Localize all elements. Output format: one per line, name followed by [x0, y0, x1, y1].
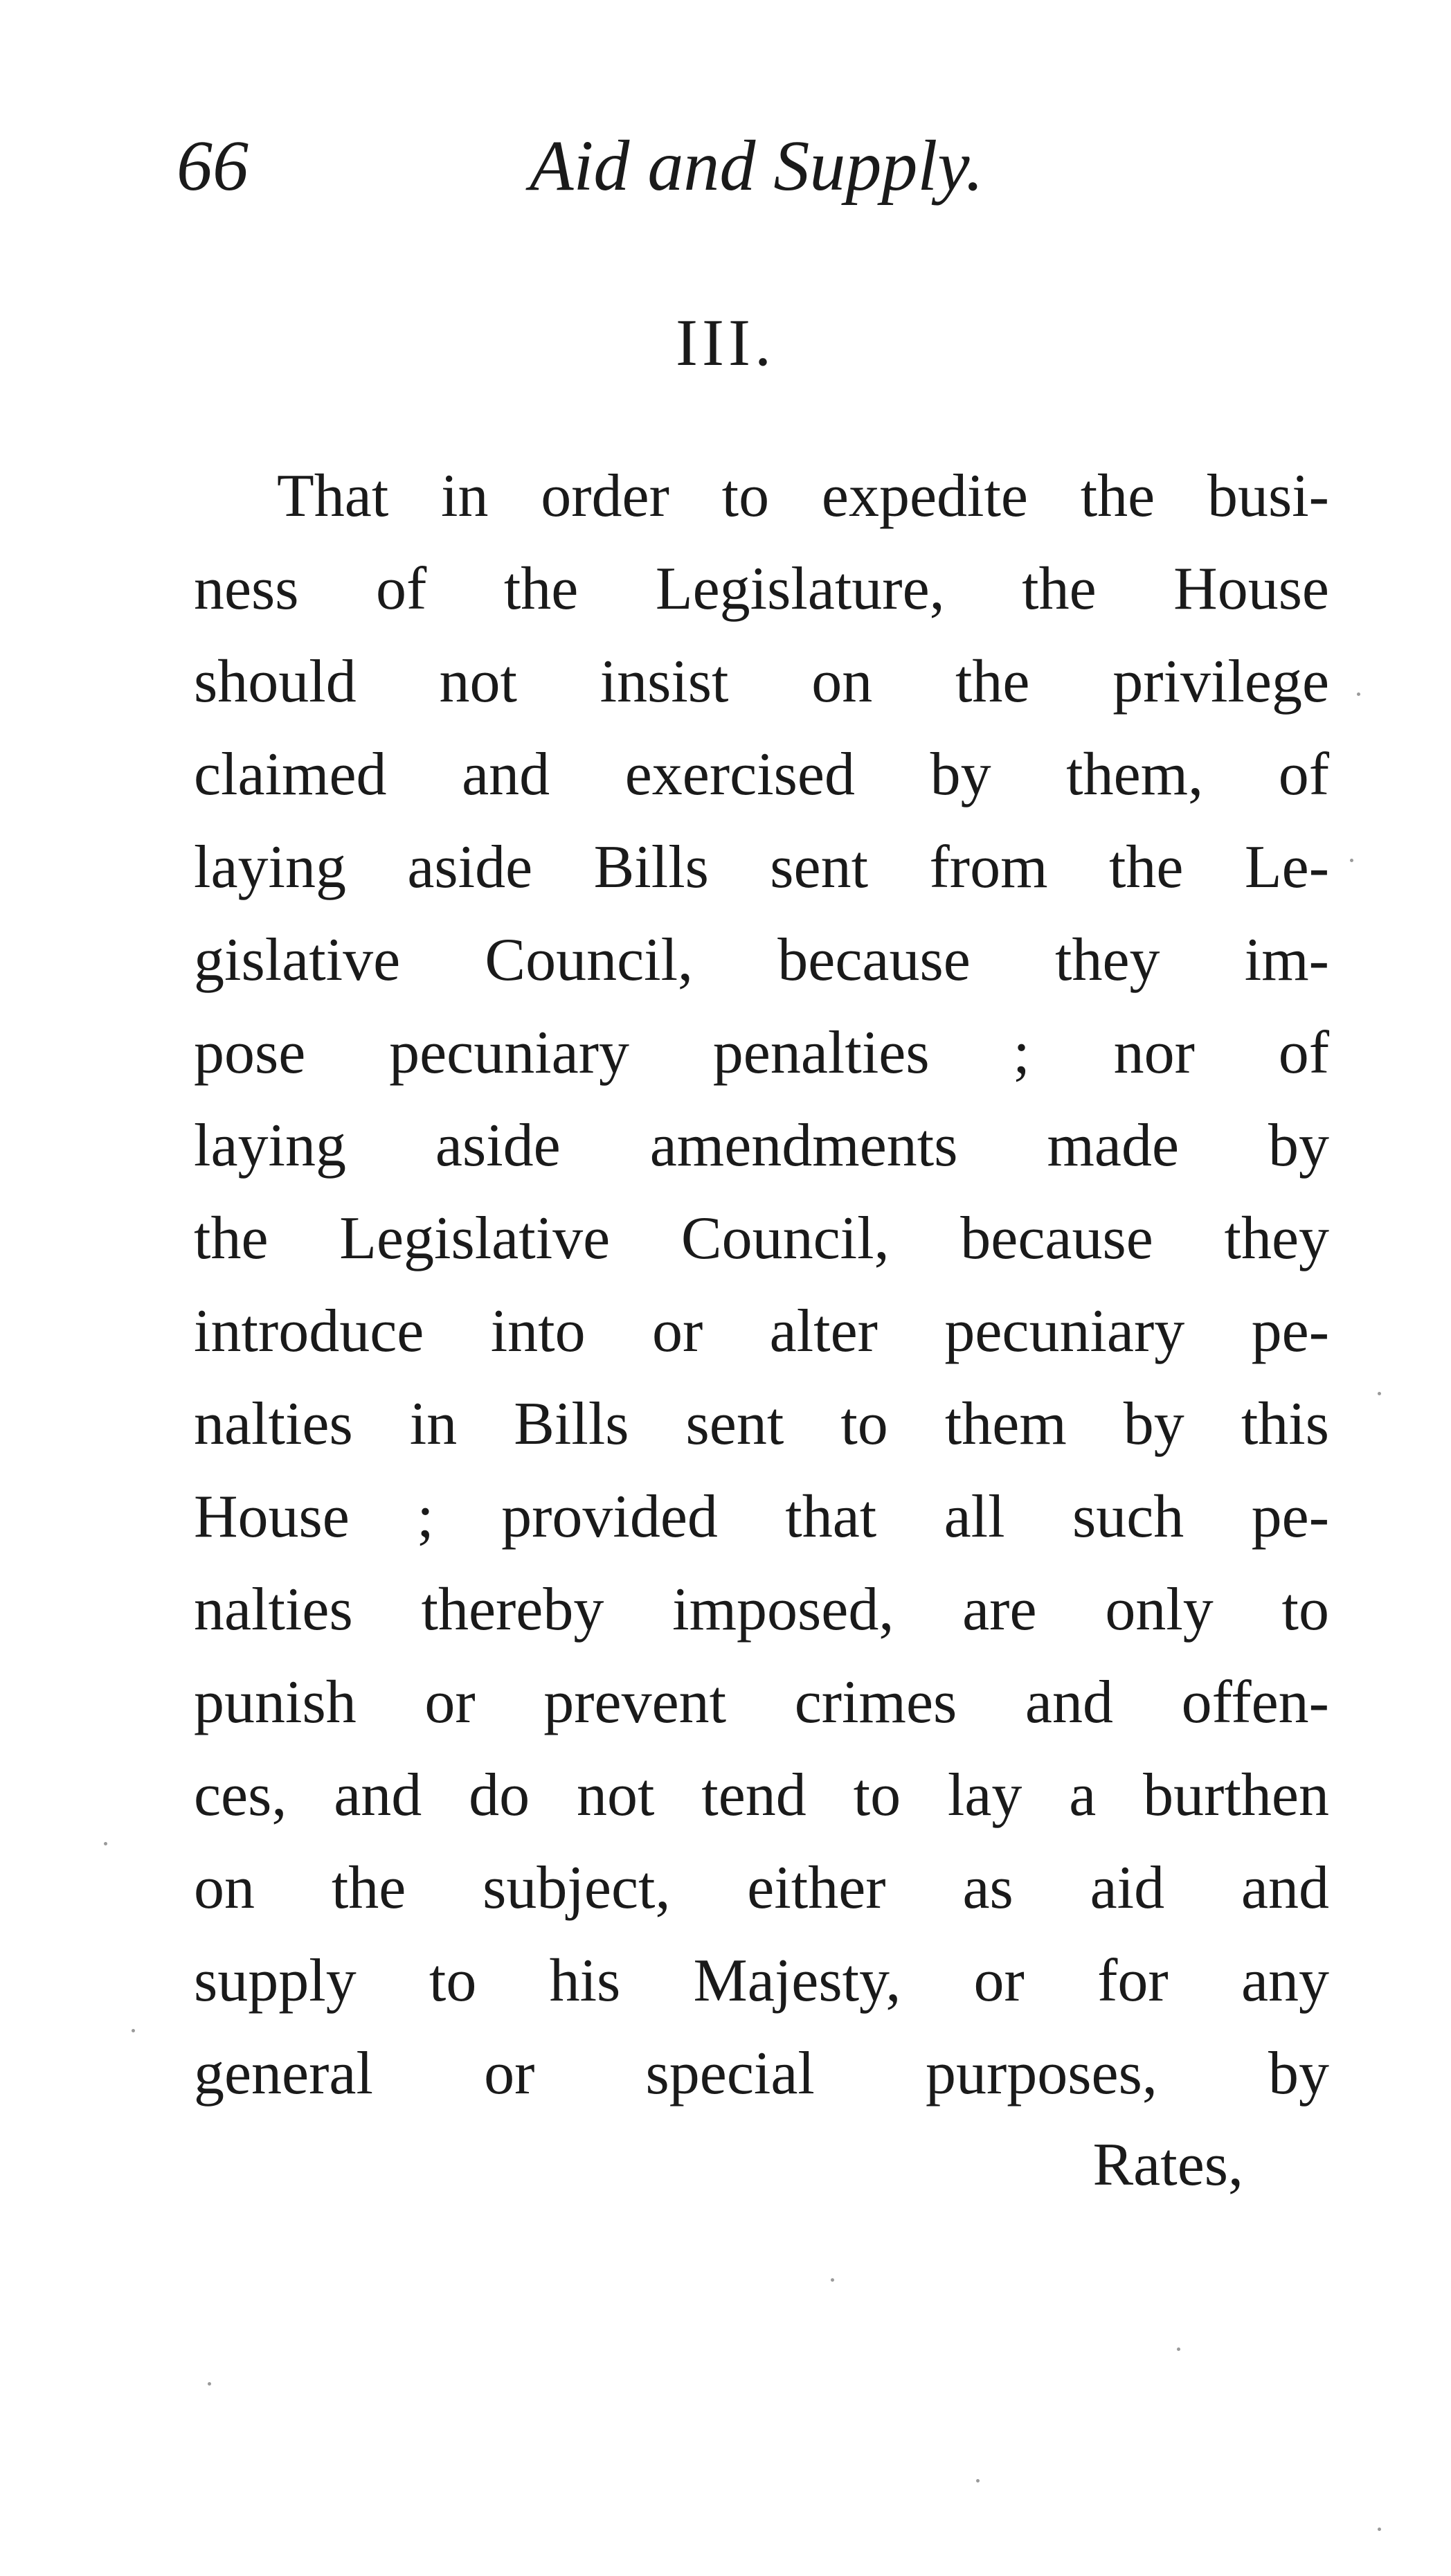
text-line: punish or prevent crimes and offen- — [194, 1669, 1329, 1736]
text-line: nalties thereby imposed, are only to — [194, 1576, 1329, 1643]
text-line: introduce into or alter pecuniary pe- — [194, 1298, 1329, 1365]
text-line: laying aside amendments made by — [194, 1112, 1329, 1179]
paper-speck — [1350, 859, 1353, 862]
paper-speck — [132, 2029, 135, 2032]
text-line: ness of the Legislature, the House — [194, 555, 1329, 623]
paper-speck — [1378, 2528, 1381, 2531]
running-head — [177, 118, 1326, 215]
text-line: the Legislative Council, because they — [194, 1205, 1329, 1272]
paper-speck — [831, 2278, 834, 2282]
text-line: pose pecuniary penalties ; nor of — [194, 1019, 1329, 1086]
text-line: should not insist on the privilege — [194, 648, 1329, 715]
text-line: claimed and exercised by them, of — [194, 741, 1329, 808]
text-line: laying aside Bills sent from the Le- — [194, 834, 1329, 901]
text-line: nalties in Bills sent to them by this — [194, 1390, 1329, 1458]
paper-speck — [104, 1842, 107, 1845]
catchword: Rates, — [1092, 2131, 1243, 2199]
section-number: III. — [676, 305, 775, 379]
text-line: on the subject, either as aid and — [194, 1854, 1329, 1922]
text-line: ces, and do not tend to lay a burthen — [194, 1762, 1329, 1829]
paper-speck — [1357, 692, 1360, 696]
body-paragraph — [194, 450, 1329, 2120]
page-number: 66 — [177, 126, 249, 206]
text-line: gislative Council, because they im- — [194, 927, 1329, 994]
text-line: That in order to expedite the busi- — [277, 463, 1329, 530]
paper-speck — [1177, 2347, 1180, 2351]
text-line: supply to his Majesty, or for any — [194, 1947, 1329, 2014]
text-line: House ; provided that all such pe- — [194, 1483, 1329, 1550]
paper-speck — [1378, 1392, 1381, 1395]
text-line: general or special purposes, by — [194, 2040, 1329, 2107]
running-title: Aid and Supply. — [530, 126, 984, 206]
paper-speck — [976, 2479, 980, 2483]
paper-speck — [208, 2382, 211, 2386]
